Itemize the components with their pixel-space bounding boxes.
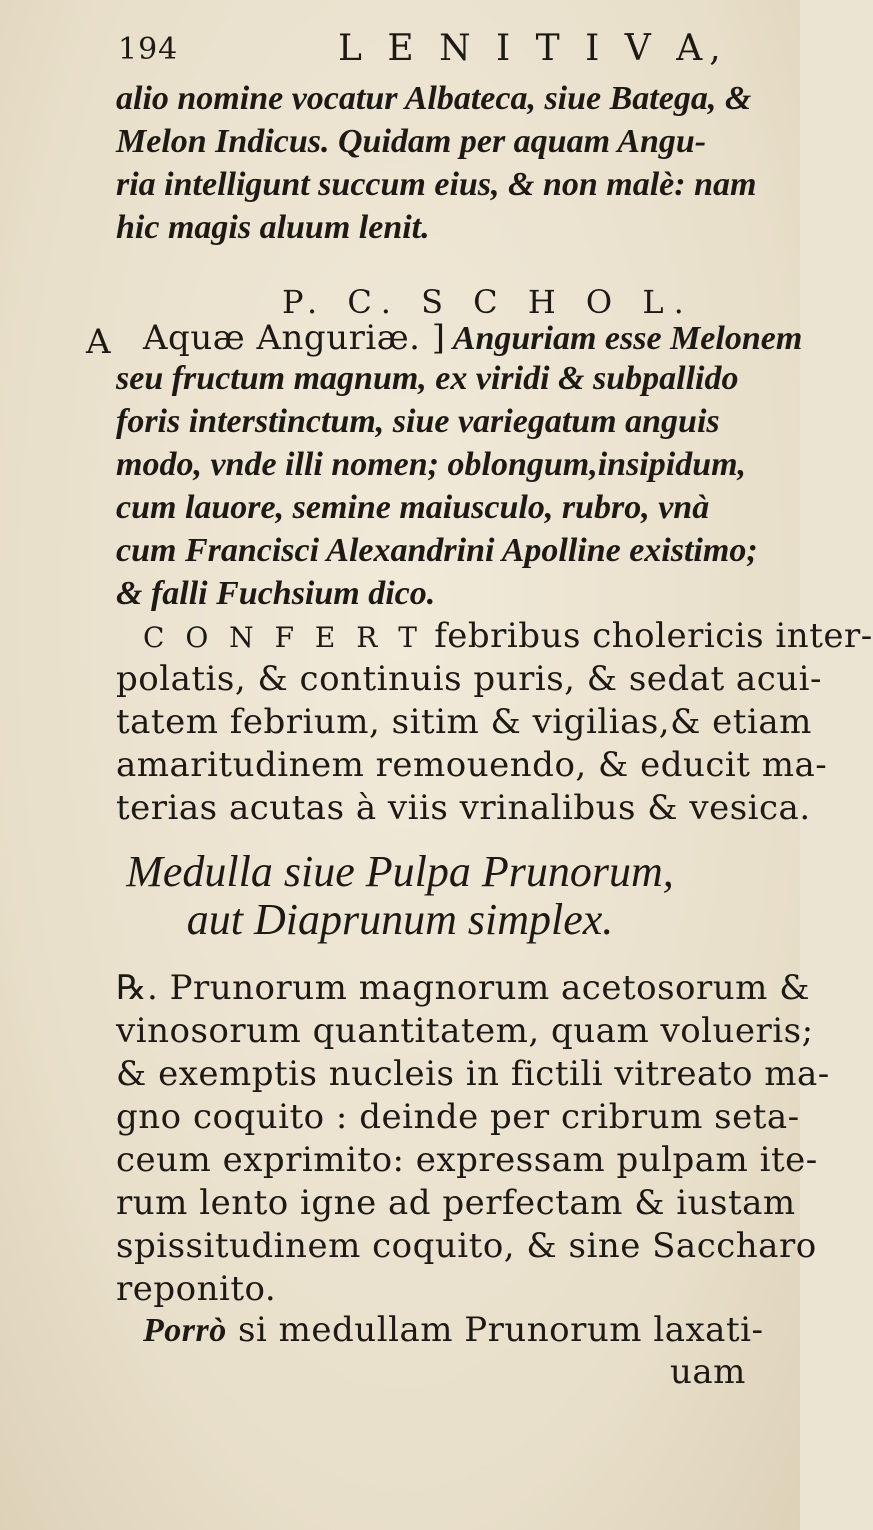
paragraph1-line: Melon Indicus. Quidam per aquam Angu-	[116, 123, 707, 160]
section-heading-pc-schol: P. C. S C H O L.	[282, 283, 694, 321]
scholion-line: seu fructum magnum, ex viridi & subpallido	[116, 360, 739, 397]
recipe-line: ceum exprimito: expressam pulpam ite-	[116, 1140, 818, 1180]
recipe-line: spissitudinem coquito, & sine Saccharo	[116, 1226, 817, 1266]
scholion-line: & falli Fuchsium dico.	[116, 575, 436, 612]
recipe-line: reponito.	[116, 1269, 277, 1309]
porro-rest: si medullam Prunorum laxati-	[226, 1310, 764, 1350]
page-number: 194	[118, 32, 179, 67]
margin-marker-letter: A	[86, 322, 111, 362]
lemma-text: Aquæ Anguriæ. ]	[143, 318, 446, 358]
scholion-line: cum lauore, semine maiusculo, rubro, vnà	[116, 489, 710, 526]
scholion-line: foris interstinctum, siue variegatum anguis	[116, 403, 720, 440]
catchword: uam	[670, 1352, 746, 1392]
recipe-line: rum lento igne ad perfectam & iustam	[116, 1183, 796, 1223]
recipe-line: & exemptis nucleis in fictili vitreato ma-	[116, 1054, 830, 1094]
paragraph1-line: ria intelligunt succum eius, & non malè: nam	[116, 166, 757, 203]
paragraph1-line: hic magis aluum lenit.	[116, 209, 430, 246]
recipe-line: ℞. Prunorum magnorum acetosorum &	[116, 968, 810, 1008]
scholion-first-line	[143, 318, 802, 358]
section-title-line2: aut Diaprunum simplex.	[186, 895, 614, 944]
recipe-line: vinosorum quantitatem, quam volueris;	[116, 1011, 814, 1051]
confert-smallcaps: C O N F E R T	[143, 621, 423, 654]
running-header	[118, 28, 758, 78]
confert-line: polatis, & continuis puris, & sedat acui-	[116, 659, 822, 699]
scholion-line: cum Francisci Alexandrini Apolline existimo;	[116, 532, 758, 569]
confert-line: amaritudinem remouendo, & educit ma-	[116, 745, 828, 785]
lemma-commentary: Anguriam esse Melonem	[445, 320, 803, 357]
confert-line: tatem febrium, sitim & vigilias,& etiam	[116, 702, 812, 742]
section-title-line1: Medulla siue Pulpa Prunorum,	[126, 847, 674, 896]
porro-italic: Porrò	[143, 1312, 227, 1349]
confert-line: terias acutas à viis vrinalibus & vesica.	[116, 788, 811, 828]
porro-line	[143, 1310, 763, 1350]
scholion-line: modo, vnde illi nomen; oblongum,insipidum,	[116, 446, 747, 483]
confert-first-rest: febribus cholericis inter-	[422, 616, 873, 656]
confert-first-line	[143, 616, 873, 656]
running-title: L E N I T I V A,	[338, 28, 728, 69]
recipe-line: gno coquito : deinde per cribrum seta-	[116, 1097, 800, 1137]
paragraph1-line: alio nomine vocatur Albateca, siue Batega, &	[116, 80, 752, 117]
